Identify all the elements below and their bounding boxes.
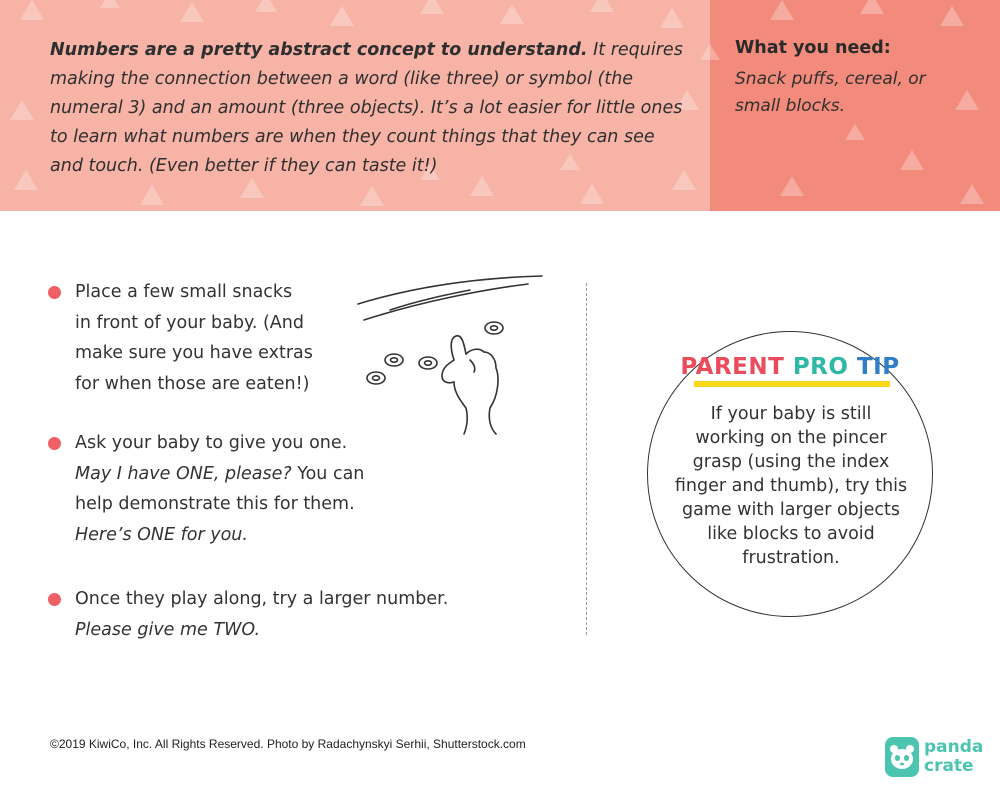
- intro-paragraph: [50, 36, 690, 181]
- tip-line: working on the pincer: [695, 428, 887, 448]
- panda-icon: [885, 737, 919, 777]
- title-tip: TIP: [856, 354, 900, 380]
- logo-word-crate: crate: [924, 756, 974, 776]
- tip-line: like blocks to avoid: [707, 524, 875, 544]
- bullet-dot: [48, 286, 61, 299]
- title-highlight: [694, 381, 890, 387]
- bullet-dot: [48, 593, 61, 606]
- intro-body: It requires making the connection between a word (like three) or symbol (the numeral 3) and an amount (three objects). It’s a lot easier for little ones to learn what numbers are when they count things that they can see and touch. (Even better if they can taste it!): [50, 40, 683, 176]
- step-dialogue: Please give me TWO.: [75, 619, 261, 640]
- tip-line: frustration.: [742, 548, 840, 568]
- bullet-dot: [48, 437, 61, 450]
- dashed-divider: [586, 283, 587, 635]
- intro-lead: Numbers are a pretty abstract concept to understand.: [50, 40, 588, 60]
- copyright-note: ©2019 KiwiCo, Inc. All Rights Reserved. Photo by Radachynskyi Serhii, Shutterstock.com: [50, 737, 526, 751]
- logo-word-panda: panda: [924, 737, 984, 757]
- pro-tip-title: [648, 354, 932, 380]
- tip-line: game with larger objects: [681, 500, 901, 520]
- step-line: Ask your baby to give you one.: [75, 433, 348, 453]
- what-you-need-title: What you need:: [735, 38, 891, 58]
- step-3-text: [75, 584, 448, 645]
- step-dialogue: May I have ONE, please?: [75, 463, 292, 484]
- what-you-need-items: Snack puffs, cereal, or small blocks.: [735, 69, 926, 116]
- step-line: Once they play along, try a larger number.: [75, 589, 449, 609]
- title-parent: PARENT: [680, 354, 785, 380]
- baby-hand-snacks-illustration: [350, 268, 550, 438]
- step-line: help demonstrate this for them.: [75, 494, 355, 514]
- intro-banner: [0, 0, 1000, 211]
- step-line: Place a few small snacks: [75, 282, 293, 302]
- tip-line: If your baby is still: [710, 404, 872, 424]
- step-line: [75, 459, 364, 490]
- tip-line: grasp (using the index: [692, 452, 890, 472]
- title-pro: PRO: [792, 354, 849, 380]
- step-dialogue: Here’s ONE for you.: [75, 524, 248, 545]
- tip-line: finger and thumb), try this: [674, 476, 908, 496]
- pro-tip-circle: [647, 331, 933, 617]
- step-2-text: [75, 428, 364, 550]
- step-line: in front of your baby. (And: [75, 312, 304, 333]
- step-line: for when those are eaten!): [75, 373, 310, 394]
- step-line: make sure you have extras: [75, 343, 313, 363]
- step-1-text: [75, 277, 313, 399]
- step-line-rest: You can: [291, 463, 365, 484]
- panda-crate-logo: [885, 737, 985, 781]
- pro-tip-body: [660, 402, 922, 570]
